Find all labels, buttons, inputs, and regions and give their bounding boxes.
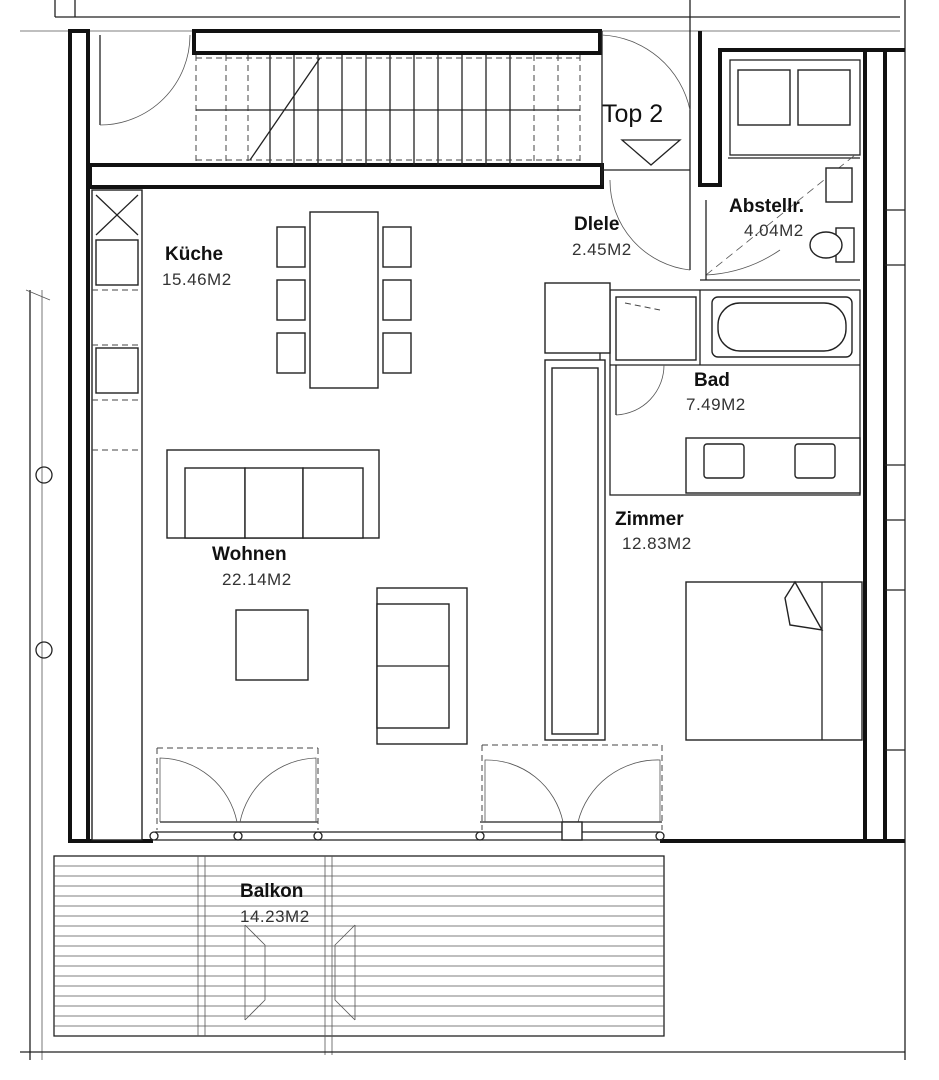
staircase (90, 31, 602, 187)
room-area: 14.23M2 (240, 907, 310, 926)
sofa (167, 450, 379, 538)
room-area: 4.04M2 (744, 221, 804, 240)
kitchen-counter (92, 190, 142, 840)
room-label-diele (572, 214, 632, 259)
door-zimmer (482, 745, 662, 830)
wardrobe (545, 283, 610, 740)
right-ticks (885, 210, 905, 750)
left-facade (26, 290, 52, 1060)
room-name: Dlele (574, 214, 620, 235)
bathroom (600, 290, 860, 495)
unit-marker (602, 100, 680, 165)
room-label-wohnen (212, 544, 292, 589)
room-label-bad (686, 370, 746, 414)
room-name: Wohnen (212, 544, 287, 565)
abstellraum (700, 60, 860, 280)
room-name: Bad (694, 370, 730, 391)
stair-treads (196, 55, 580, 165)
balcony-doors (150, 745, 664, 840)
entry-arrow-icon (622, 140, 680, 165)
shower (616, 297, 696, 360)
living-furniture (236, 588, 467, 744)
room-name: Zimmer (615, 509, 684, 530)
room-name: Küche (165, 244, 224, 265)
room-label-kueche (162, 244, 232, 289)
room-area: 2.45M2 (572, 240, 632, 259)
dining-table (277, 212, 411, 388)
bed (686, 582, 862, 740)
room-area: 12.83M2 (622, 534, 692, 553)
coffee-table (236, 610, 308, 680)
room-name: Balkon (240, 881, 304, 902)
room-label-zimmer (615, 509, 692, 553)
door-wohnen (157, 748, 318, 830)
room-label-abstellr (729, 196, 804, 240)
balcony (20, 856, 905, 1055)
room-area: 7.49M2 (686, 395, 746, 414)
room-area: 15.46M2 (162, 270, 232, 289)
room-name: Abstellr. (729, 196, 804, 217)
entry-door-left (100, 35, 190, 125)
room-area: 22.14M2 (222, 570, 292, 589)
room-label-balkon (240, 881, 310, 926)
unit-label: Top 2 (602, 100, 664, 128)
